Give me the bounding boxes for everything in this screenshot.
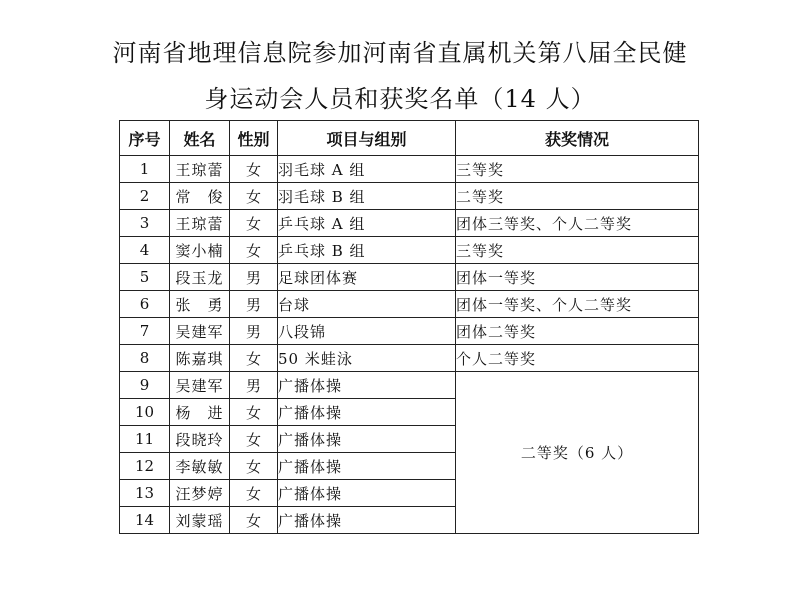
table-row [120,291,699,318]
cell-item: 广播体操 [278,453,456,480]
cell-item: 广播体操 [278,399,456,426]
cell-seq: 13 [120,480,170,507]
table-header-row [120,121,699,156]
cell-seq: 2 [120,183,170,210]
cell-sex: 女 [230,426,278,453]
cell-seq: 14 [120,507,170,534]
cell-sex: 男 [230,264,278,291]
cell-name: 王琼蕾 [170,156,230,183]
document-title-line-2: 身运动会人员和获奖名单（14 人） [204,85,596,113]
cell-sex: 男 [230,291,278,318]
cell-name: 陈嘉琪 [170,345,230,372]
cell-item: 广播体操 [278,372,456,399]
header-award: 获奖情况 [456,121,699,156]
cell-award: 团体二等奖 [456,318,699,345]
cell-sex: 男 [230,372,278,399]
cell-award: 团体一等奖、个人二等奖 [456,291,699,318]
cell-name: 窦小楠 [170,237,230,264]
table-body [120,156,699,534]
cell-name: 李敏敏 [170,453,230,480]
cell-item: 广播体操 [278,480,456,507]
cell-sex: 女 [230,399,278,426]
cell-name: 张 勇 [170,291,230,318]
cell-name: 吴建军 [170,372,230,399]
cell-seq: 11 [120,426,170,453]
header-item: 项目与组别 [278,121,456,156]
cell-name: 杨 进 [170,399,230,426]
cell-item: 乒乓球 A 组 [278,210,456,237]
cell-item: 足球团体赛 [278,264,456,291]
participant-award-table [119,120,699,534]
table-row [120,318,699,345]
cell-sex: 男 [230,318,278,345]
cell-name: 常 俊 [170,183,230,210]
table-row [120,210,699,237]
cell-item: 50 米蛙泳 [278,345,456,372]
cell-seq: 1 [120,156,170,183]
cell-sex: 女 [230,156,278,183]
cell-award: 团体一等奖 [456,264,699,291]
table-row [120,183,699,210]
cell-award: 团体三等奖、个人二等奖 [456,210,699,237]
cell-sex: 女 [230,480,278,507]
table-row [120,345,699,372]
cell-name: 汪梦婷 [170,480,230,507]
cell-award: 三等奖 [456,156,699,183]
table-row [120,237,699,264]
cell-item: 广播体操 [278,507,456,534]
cell-seq: 10 [120,399,170,426]
cell-award: 二等奖 [456,183,699,210]
cell-sex: 女 [230,345,278,372]
cell-name: 段晓玲 [170,426,230,453]
cell-item: 广播体操 [278,426,456,453]
cell-name: 王琼蕾 [170,210,230,237]
header-name: 姓名 [170,121,230,156]
cell-sex: 女 [230,210,278,237]
cell-sex: 女 [230,507,278,534]
cell-seq: 5 [120,264,170,291]
cell-seq: 4 [120,237,170,264]
header-sex: 性别 [230,121,278,156]
cell-sex: 女 [230,183,278,210]
cell-name: 段玉龙 [170,264,230,291]
cell-seq: 9 [120,372,170,399]
cell-item: 乒乓球 B 组 [278,237,456,264]
cell-award: 三等奖 [456,237,699,264]
cell-name: 刘蒙瑶 [170,507,230,534]
cell-seq: 12 [120,453,170,480]
cell-item: 八段锦 [278,318,456,345]
document-title-line-1: 河南省地理信息院参加河南省直属机关第八届全民健 [112,39,688,67]
cell-seq: 7 [120,318,170,345]
table-row [120,264,699,291]
header-seq: 序号 [120,121,170,156]
cell-item: 羽毛球 B 组 [278,183,456,210]
cell-sex: 女 [230,453,278,480]
cell-sex: 女 [230,237,278,264]
table-row [120,156,699,183]
cell-seq: 8 [120,345,170,372]
cell-seq: 3 [120,210,170,237]
cell-item: 羽毛球 A 组 [278,156,456,183]
cell-item: 台球 [278,291,456,318]
table-row [120,372,699,399]
cell-seq: 6 [120,291,170,318]
cell-name: 吴建军 [170,318,230,345]
cell-award-merged: 二等奖（6 人） [456,372,699,534]
cell-award: 个人二等奖 [456,345,699,372]
